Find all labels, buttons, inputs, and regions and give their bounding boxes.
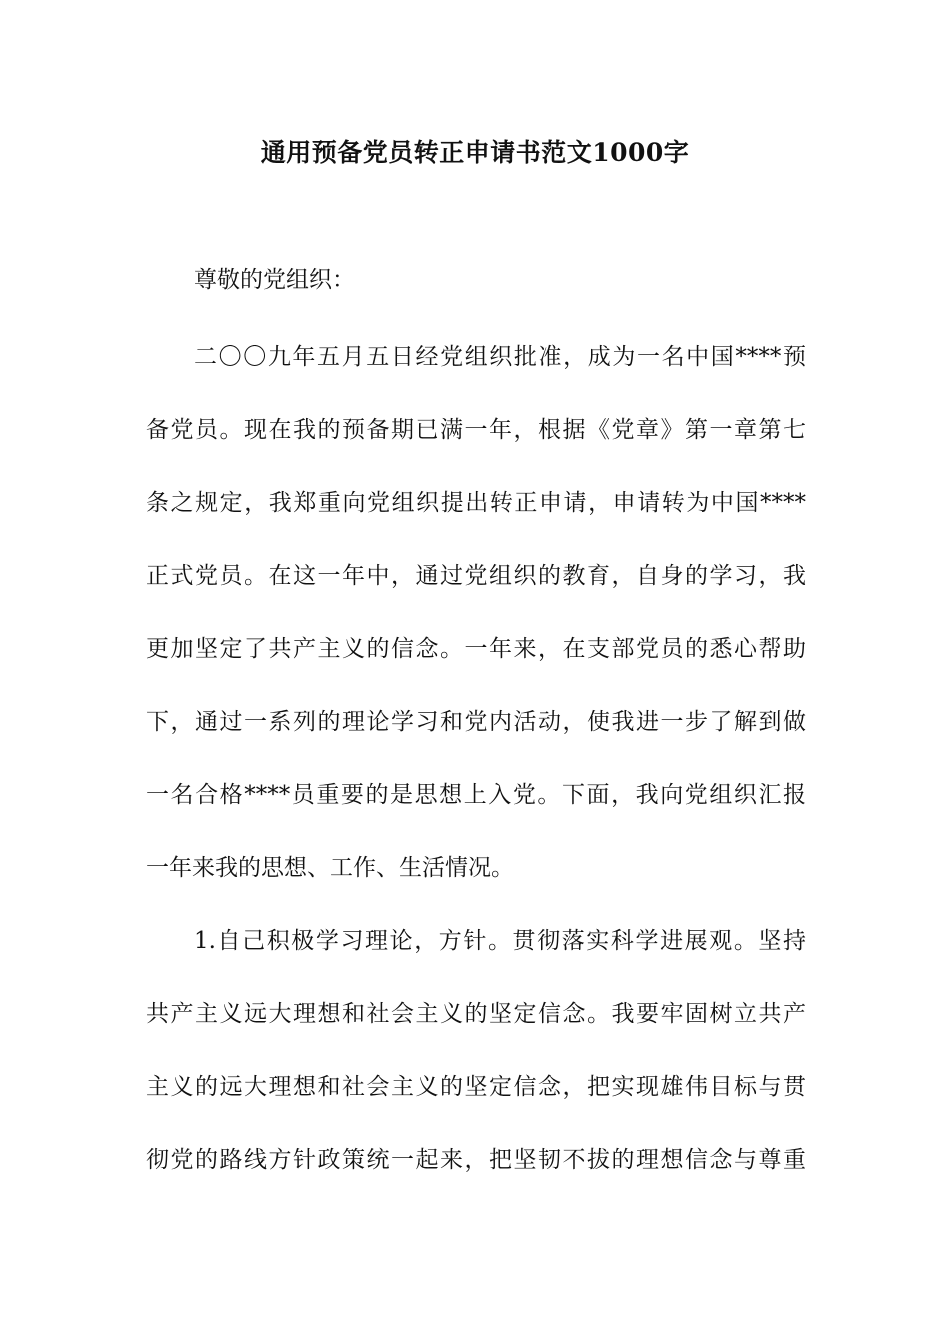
- document-title: 通用预备党员转正申请书范文1000字: [260, 138, 690, 167]
- paragraph-line: 共产主义远大理想和社会主义的坚定信念。我要牢固树立共产: [146, 1001, 806, 1027]
- paragraph-line: 备党员。现在我的预备期已满一年，根据《党章》第一章第七: [146, 417, 806, 443]
- paragraph-line: 1.自己积极学习理论，方针。贯彻落实科学进展观。坚持: [194, 928, 806, 954]
- paragraph-line: 一年来我的思想、工作、生活情况。: [146, 855, 514, 881]
- paragraph-line: 彻党的路线方针政策统一起来，把坚韧不拔的理想信念与尊重: [146, 1147, 806, 1173]
- paragraph-line: 二〇〇九年五月五日经党组织批准，成为一名中国****预: [194, 344, 806, 370]
- paragraph-line: 正式党员。在这一年中，通过党组织的教育，自身的学习，我: [146, 563, 806, 589]
- paragraph-line: 更加坚定了共产主义的信念。一年来，在支部党员的悉心帮助: [146, 636, 806, 662]
- salutation: 尊敬的党组织：: [194, 267, 355, 293]
- paragraph-line: 条之规定，我郑重向党组织提出转正申请，申请转为中国****: [146, 490, 806, 516]
- paragraph-line: 下，通过一系列的理论学习和党内活动，使我进一步了解到做: [146, 709, 806, 735]
- paragraph-line: 一名合格****员重要的是思想上入党。下面，我向党组织汇报: [146, 782, 806, 808]
- paragraph-line: 主义的远大理想和社会主义的坚定信念，把实现雄伟目标与贯: [146, 1074, 806, 1100]
